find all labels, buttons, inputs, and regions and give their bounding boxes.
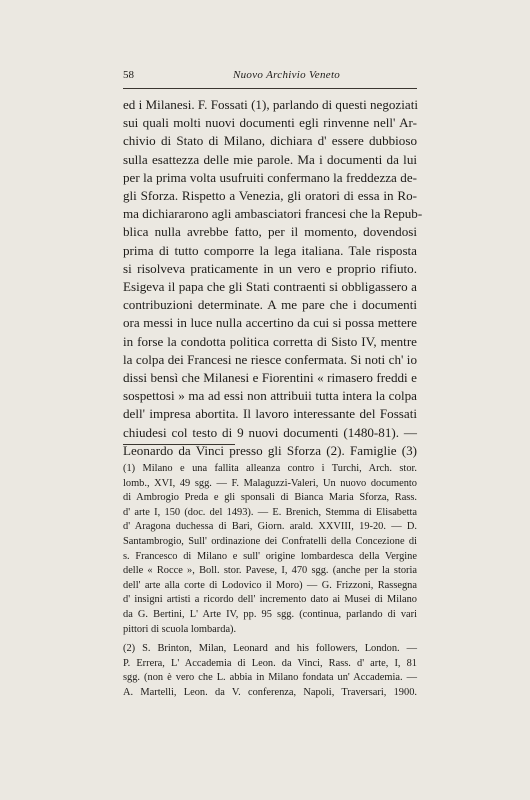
- footnote-line: s. Francesco di Milano e sull' origine lombardesca della Vergine: [123, 550, 417, 562]
- text-line: sulla esattezza delle mie parole. Ma i documenti da lui: [123, 151, 417, 167]
- footnote-2: [123, 642, 417, 700]
- text-line: in forse la condotta politica corretta di Sisto IV, mentre: [123, 333, 417, 349]
- text-line: la colpa dei Francesi ne riesce confermata. Si noti ch' io: [123, 351, 417, 367]
- text-line: si risolveva praticamente in un vero e proprio rifiuto.: [123, 260, 417, 276]
- footnote-rule: [123, 444, 235, 445]
- footnote-line: da G. Bertini, L' Arte IV, pp. 95 sgg. (continua, parlando di vari: [123, 608, 417, 620]
- footnote-1: [123, 462, 417, 637]
- footnote-line: (1) Milano e una fallita alleanza contro i Turchi, Arch. stor.: [123, 463, 417, 474]
- running-title: Nuovo Archivio Veneto: [233, 69, 341, 81]
- text-line: ed i Milanesi. F. Fossati (1), parlando di questi negoziati: [123, 97, 418, 112]
- page-number: 58: [123, 69, 134, 81]
- footnote-line: d' Aragona duchessa di Bari, Giorn. arald. XXVIII, 19-20. — D.: [123, 521, 417, 533]
- footnote-line: d' arte I, 150 (doc. del 1493). — E. Brenich, Stemma di Elisabetta: [123, 506, 417, 518]
- text-line: ma dichiararono agli ambasciatori francesi che la Repub-: [123, 206, 423, 222]
- text-line: Leonardo da Vinci presso gli Sforza (2). Famiglie (3): [123, 442, 417, 458]
- footnote-line: Santambrogio, Sull' ordinazione dei Confratelli della Concezione di: [123, 535, 417, 547]
- text-line: chiudesi col testo di 9 nuovi documenti (1480-81). —: [123, 424, 417, 440]
- footnote-line: delle « Rocce », Boll. stor. Pavese, I, 470 sgg. (anche per la storia: [123, 565, 417, 577]
- main-text: [123, 96, 423, 460]
- text-line: contribuzioni determinate. A me pare che i documenti: [123, 297, 417, 313]
- text-line: per la prima volta usufruiti confermano la freddezza de-: [123, 169, 417, 185]
- text-line: dissi bensì che Milanesi e Fiorentini « rimasero freddi e: [123, 370, 417, 386]
- text-line: sui quali molti nuovi documenti egli rinvenne nell' Ar-: [123, 115, 417, 131]
- footnote-line: lomb., XVI, 49 sgg. — F. Malaguzzi-Valeri, Un nuovo documento: [123, 477, 417, 489]
- text-line: chivio di Stato di Milano, dichiara d' essere dubbioso: [123, 133, 417, 149]
- header-rule: [123, 88, 417, 89]
- footnote-line: pittori di scuola lombarda).: [123, 623, 237, 635]
- text-line: sospettosi » ma ad essi non attribuii tutta intera la colpa: [123, 388, 417, 404]
- footnotes: [123, 462, 417, 701]
- footnote-line: di Ambrogio Preda e gli sponsali di Bianca Maria Sforza, Rass.: [123, 492, 417, 504]
- footnote-line: (2) S. Brinton, Milan, Leonard and his followers, London. —: [123, 643, 417, 655]
- footnote-line: P. Errera, L' Accademia di Leon. da Vinci, Rass. d' arte, I, 81: [123, 657, 417, 669]
- text-line: ora messi in luce nulla accertino da cui si possa mettere: [123, 315, 417, 331]
- footnote-line: A. Martelli, Leon. da V. conferenza, Napoli, Traversari, 1900.: [123, 686, 417, 698]
- text-line: blica nulla avrebbe fatto, per il momento, dovendosi: [123, 224, 417, 240]
- text-line: dell' impresa abortita. Il lavoro interessante del Fossati: [123, 406, 417, 422]
- text-line: gli Sforza. Rispetto a Venezia, gli oratori di essa in Ro-: [123, 188, 417, 204]
- text-line: prima di tutto comporre la lega italiana. Tale risposta: [123, 242, 417, 258]
- footnote-line: sgg. (non è vero che L. abbia in Milano fondata un' Accademia. —: [123, 672, 417, 684]
- text-line: Esigeva il papa che gli Stati contraenti si obbligassero a: [123, 279, 417, 295]
- footnote-line: dell' arte alla corte di Lodovico il Moro) — G. Frizzoni, Rassegna: [123, 579, 417, 591]
- footnote-line: d' insigni artisti a ricordo dell' incremento dato ai Musei di Milano: [123, 594, 417, 606]
